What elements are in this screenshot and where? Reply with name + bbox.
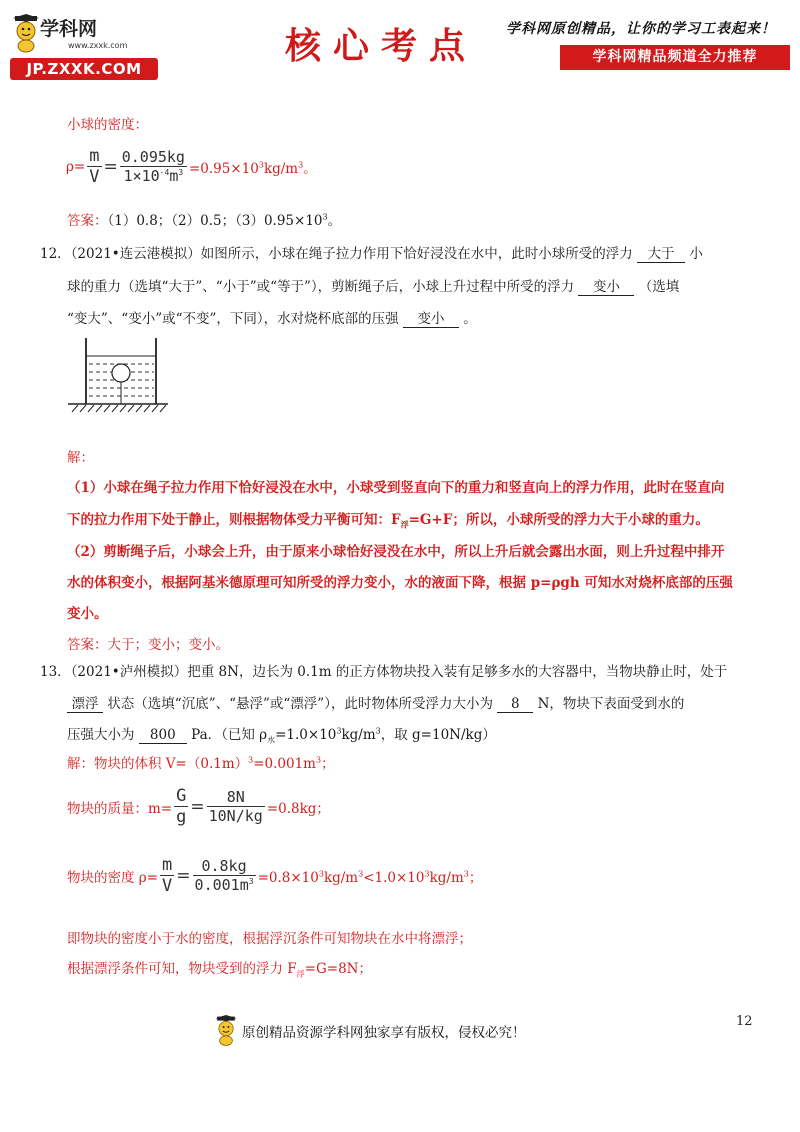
ground-hatch — [72, 405, 166, 412]
logo-name: 学科网 — [40, 18, 98, 40]
q12-sol2-line-3: 变小。 — [67, 606, 108, 622]
denominator: $1\times 10^{-4}m^3$ — [123, 167, 184, 185]
ball — [112, 364, 130, 382]
q13-conclusion-1: 即物块的密度小于水的密度，根据浮沉条件可知物块在水中将漂浮； — [67, 931, 472, 947]
q13-volume: 解：物块的体积 $V=(0.1m)^3=0.001m^3$； — [67, 755, 335, 772]
site-logo[interactable] — [10, 14, 160, 76]
q12-line-2: 球的重力（选填“大于”、“小于”或“等于”），剪断绳子后，小球上升过程中所受的浮力 变小 （选填 — [67, 275, 679, 296]
q12-sol1-line-2: 下的拉力作用下处于静止，则根据物体受力平衡可知：$F_浮=G+F$；所以，小球所受的浮力大于小球的重力。 — [67, 512, 709, 530]
q12-line-3: “变大”、“变小”或“不变”，下同），水对烧杯底部的压强 变小 。 — [67, 307, 477, 328]
q12-solution-label: 解： — [67, 450, 94, 466]
density-label: 小球的密度： — [67, 117, 148, 133]
q13-density-formula: 物块的密度 ρ= $\frac{m}{V}$ = $\frac{0.8kg}{0.001m^3}$ $=0.8\times 10^3kg/m^3<1.0\times 10^3kg/m^3$； — [67, 855, 483, 896]
q11-answer: 答案：（1）0.8；（2）0.5；$(3)0.95\times 10^3$。 — [67, 212, 342, 229]
formula-result: $=0.95\times 10^3kg/m^3$。 — [188, 160, 317, 177]
q13-line-1: 13．（2021•泸州模拟）把重 8N，边长为 0.1m 的正方体物块投入装有足够多水的大容器中，当物块静止时，处于 — [40, 664, 728, 680]
fraction-density-value: $\frac{0.8kg}{0.001m^3}$ — [194, 857, 254, 894]
q13-blank-3: 800 — [139, 727, 187, 744]
numerator: m — [89, 146, 100, 166]
q13-line-2: 漂浮 状态（选填“沉底”、“悬浮”或“漂浮”），此时物体所受浮力大小为 8 N，物块下表面受到水的 — [67, 692, 684, 713]
q13-conclusion-2: 根据漂浮条件可知，物块受到的浮力 $F_浮=G=8N$； — [67, 961, 372, 979]
page-number: 12 — [736, 1014, 753, 1029]
formula-lhs: ρ= — [66, 158, 86, 175]
q12-sol2-line-1: （2）剪断绳子后，小球会上升，由于原来小球恰好浸没在水中，所以上升后就会露出水面，则上升过程中排开 — [67, 544, 725, 560]
beaker-figure — [68, 334, 168, 424]
denominator: V — [89, 167, 100, 187]
slogan: 学科网原创精品，让你的学习工表起来！ — [506, 21, 776, 37]
fraction-mass-value: $\frac{8N}{10N/kg}$ — [208, 788, 263, 825]
q12-sol2-line-2: 水的体积变小，根据阿基米德原理可知所受的浮力变小，水的液面下降，根据 p=ρgh 可知水对烧杯底部的压强 — [67, 575, 733, 591]
q13-blank-2: 8 — [497, 696, 533, 713]
q12-sol1-line-1: （1）小球在绳子拉力作用下恰好浸没在水中，小球受到竖直向下的重力和竖直向上的浮力作用，此时在竖直向 — [67, 480, 725, 496]
channel-banner: 学科网精品频道全力推荐 — [560, 45, 790, 70]
logo-small-url: www.zxxk.com — [68, 41, 128, 50]
mascot-icon — [214, 1015, 238, 1047]
mascot-icon — [12, 14, 40, 54]
q13-line-3: 压强大小为 800 Pa．（已知 $\rho_水=1.0\times 10^3kg/m^3$，取 g=10N/kg） — [67, 726, 496, 745]
q12-line-1: 12．（2021•连云港模拟）如图所示，小球在绳子拉力作用下恰好浸没在水中，此时小球所受的浮力 大于 小 — [40, 242, 703, 263]
fraction-m-over-v — [87, 146, 101, 187]
fraction-g-over-g: $\frac{G}{g}$ — [176, 786, 187, 827]
q12-blank-3: 变小 — [403, 307, 459, 328]
q13-mass-formula: 物块的质量：m= $\frac{G}{g}$ = $\frac{8N}{10N/kg}$ =0.8kg； — [67, 786, 330, 827]
q12-blank-2: 变小 — [578, 275, 634, 296]
footer-text: 原创精品资源学科网独家享有版权，侵权必究！ — [242, 1025, 526, 1041]
q12-answer: 答案：大于；变小；变小。 — [67, 637, 229, 653]
q12-blank-1: 大于 — [637, 242, 685, 263]
q13-blank-1: 漂浮 — [67, 692, 103, 713]
page-title: 核心考点 — [285, 26, 478, 67]
numerator: 0.095kg — [121, 148, 185, 166]
density-formula: ρ= $\frac{m}{V}$ = $\frac{0.095kg}{1\times 10^{-4}m^3}$ $=0.95\times 10^3kg/m^3$。 — [66, 146, 317, 187]
footer — [214, 1015, 526, 1047]
fraction-value — [120, 148, 187, 185]
fraction-m-over-v: $\frac{m}{V}$ — [162, 855, 173, 896]
logo-url: JP.ZXXK.COM — [10, 58, 158, 80]
